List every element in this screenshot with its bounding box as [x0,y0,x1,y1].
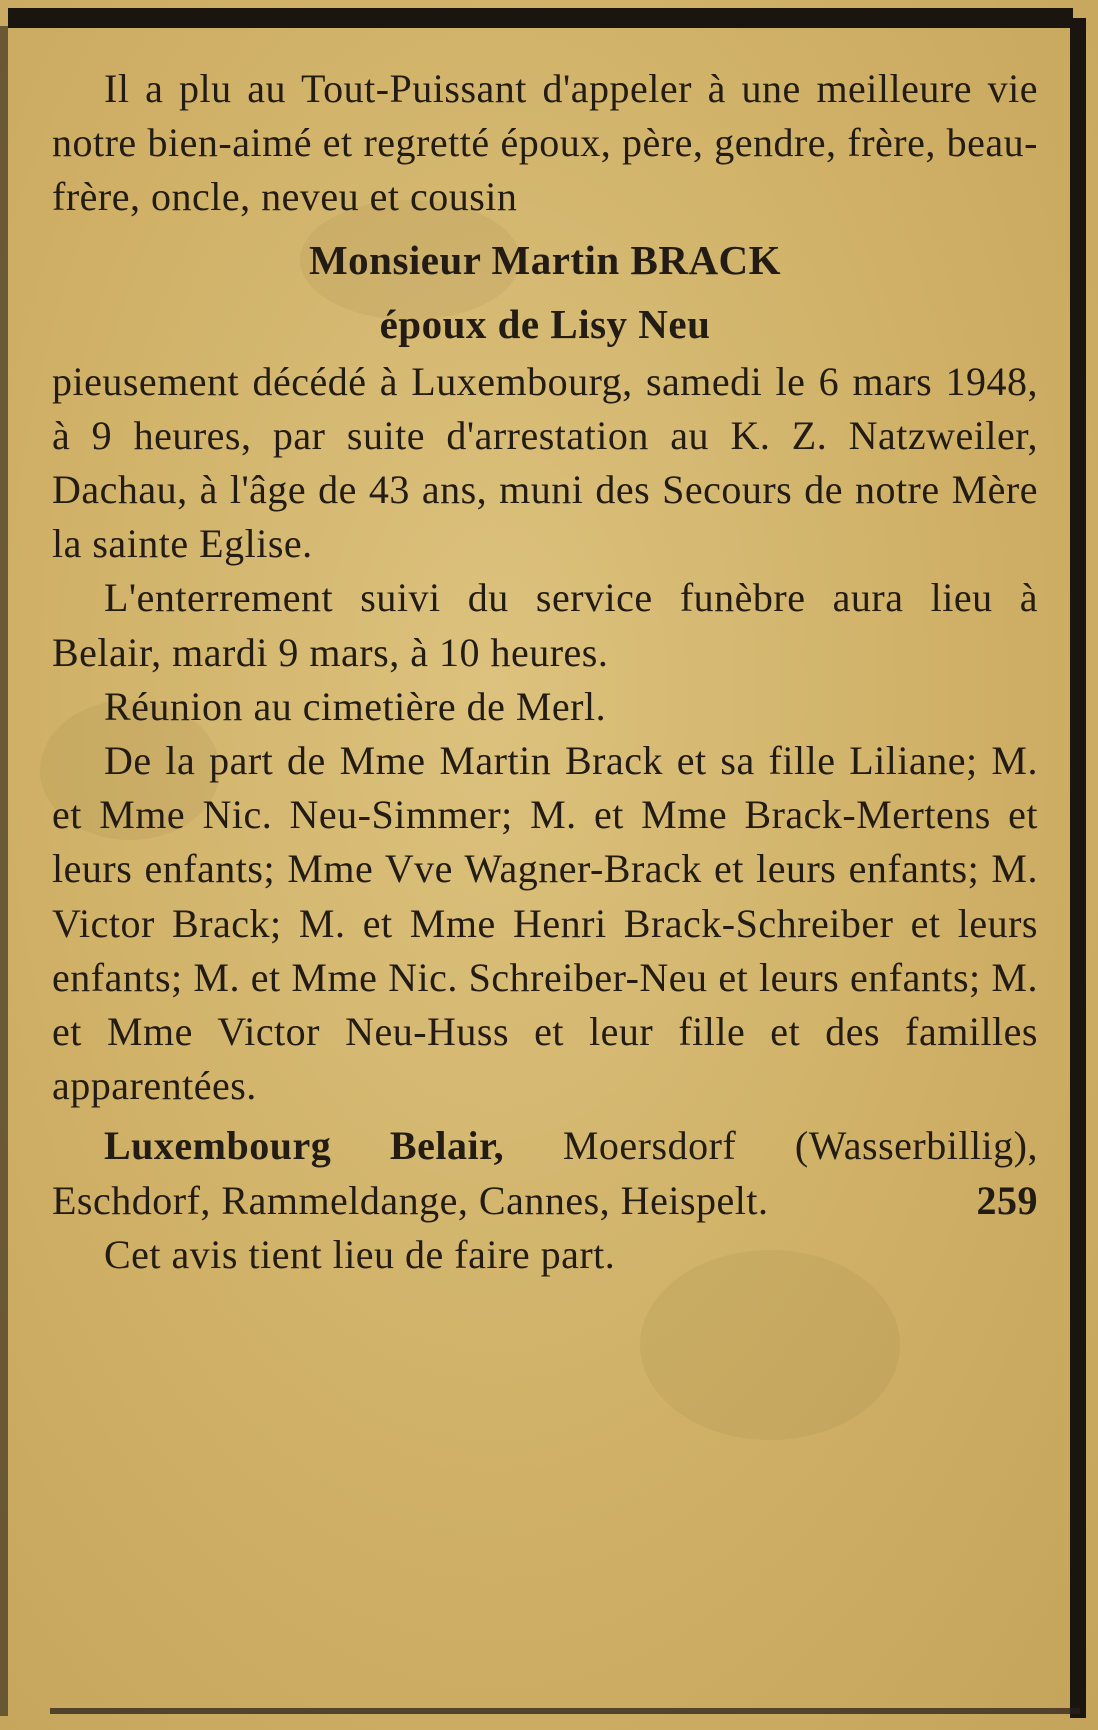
deceased-name: Monsieur Martin BRACK [308,236,782,283]
bottom-border-rule [50,1708,1080,1714]
spouse-line: époux de Lisy Neu [379,300,711,347]
top-border-rule [8,8,1073,28]
left-border-rule [0,26,8,1716]
notice-number: 259 [976,1177,1038,1223]
places-bold: Luxembourg Belair, [104,1123,505,1169]
right-border-rule [1070,18,1086,1718]
meeting-paragraph: Réunion au cimetière de Merl. [104,683,607,729]
closing-line: Cet avis tient lieu de faire part. [104,1231,616,1277]
obituary-text [52,62,1038,1282]
places-rest: Moersdorf (Wasserbillig), Eschdorf, Rammeldange, Cannes, Heispelt. [52,1123,1038,1223]
funeral-paragraph: L'enterrement suivi du service funèbre aura lieu à Belair, mardi 9 mars, à 10 heures. [52,575,1038,675]
places-paragraph [52,1119,1038,1227]
intro-paragraph: Il a plu au Tout-Puissant d'appeler à une meilleure vie notre bien-aimé et regretté époux, père, gendre, frère, beau-frère, oncle, neveu et cousin [52,66,1038,220]
family-paragraph: De la part de Mme Martin Brack et sa fille Liliane; M. et Mme Nic. Neu-Simmer; M. et Mme Brack-Mertens et leurs enfants; Mme Vve Wagner-Brack et leurs enfants; M. Victor Brack; M. et Mme Henri Brack-Schreiber et leurs enfants; M. et Mme Nic. Schreiber-Neu et leurs enfants; M. et Mme Victor Neu-Huss et leur fille et des familles apparentées. [52,738,1038,1109]
death-details-paragraph: pieusement décédé à Luxembourg, samedi le 6 mars 1948, à 9 heures, par suite d'arrestation au K. Z. Natzweiler, Dachau, à l'âge de 43 ans, muni des Secours de notre Mère la sainte Eglise. [52,358,1038,567]
